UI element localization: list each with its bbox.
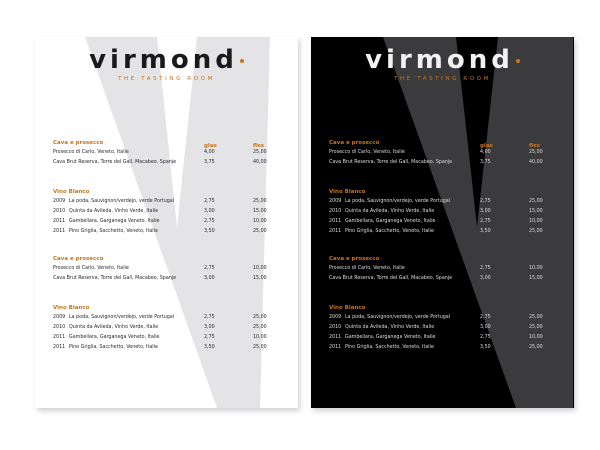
menu-item-row bbox=[311, 159, 574, 166]
wine-name: Quinta da Avileda, Vinho Verde, Italie bbox=[69, 325, 159, 330]
menu-item-row bbox=[311, 334, 574, 341]
price-bottle: 10,00 bbox=[529, 335, 543, 340]
wine-name: Pino Griglia, Sacchetto, Veneto, Italie bbox=[69, 229, 158, 234]
menu-item-row bbox=[311, 198, 574, 205]
column-header-bottle: fles bbox=[529, 143, 541, 149]
wine-name: La poda, Sauvignon/verdejo, verde Portugal bbox=[69, 315, 175, 320]
wine-name: Gambellara, Garganega Veneto, Italie bbox=[345, 335, 436, 340]
wine-year: 2011 bbox=[329, 219, 342, 224]
wine-name: Pino Griglia, Sacchetto, Veneto, Italie bbox=[345, 345, 434, 350]
price-glass: 3,00 bbox=[480, 276, 491, 281]
price-bottle: 25,00 bbox=[529, 229, 543, 234]
price-glass: 2,75 bbox=[480, 315, 491, 320]
menu-item-row bbox=[311, 208, 574, 215]
wine-name: Gambellara, Garganega Veneto, Italie bbox=[345, 219, 436, 224]
menu-item-row bbox=[311, 228, 574, 235]
section-title: Vino Blanco bbox=[329, 305, 366, 311]
price-bottle: 15,00 bbox=[529, 276, 543, 281]
price-bottle: 25,00 bbox=[529, 325, 543, 330]
brand-header bbox=[311, 45, 574, 82]
section-title: Cava e prosecco bbox=[53, 256, 104, 262]
price-glass: 2,75 bbox=[480, 335, 491, 340]
wine-year: 2011 bbox=[329, 335, 342, 340]
section-title: Vino Blanco bbox=[329, 189, 366, 195]
section-title: Vino Blanco bbox=[53, 305, 90, 311]
menu-item-row bbox=[35, 334, 298, 341]
section-title: Cava e prosecco bbox=[53, 140, 104, 146]
wine-year: 2010 bbox=[329, 325, 342, 330]
menu-item-row bbox=[35, 324, 298, 331]
price-glass: 2,75 bbox=[204, 335, 215, 340]
wine-name: Quinta da Avileda, Vinho Verde, Italie bbox=[69, 209, 159, 214]
price-bottle: 25,00 bbox=[529, 345, 543, 350]
wine-year: 2011 bbox=[53, 345, 66, 350]
price-glass: 4,00 bbox=[204, 150, 215, 155]
column-header-glass: glas bbox=[204, 143, 217, 149]
menu-item-row bbox=[35, 228, 298, 235]
price-bottle: 15,00 bbox=[253, 276, 267, 281]
section-title: Cava e prosecco bbox=[329, 140, 380, 146]
brand-name: virmond bbox=[365, 45, 514, 75]
price-glass: 4,00 bbox=[480, 150, 491, 155]
wine-name: La poda, Sauvignon/verdejo, verde Portugal bbox=[345, 199, 451, 204]
wine-year: 2009 bbox=[329, 199, 342, 204]
price-bottle: 25,00 bbox=[253, 315, 267, 320]
wine-name: Cava Brut Reserva, Torre del Gall, Macabeo, Spanje bbox=[53, 160, 177, 165]
price-bottle: 25,00 bbox=[253, 229, 267, 234]
price-bottle: 25,00 bbox=[529, 315, 543, 320]
wine-name: Prosecco di Carlo, Veneto, Italie bbox=[53, 266, 129, 271]
price-glass: 2,75 bbox=[204, 315, 215, 320]
brand-name: virmond bbox=[89, 45, 238, 75]
price-bottle: 25,00 bbox=[529, 199, 543, 204]
price-glass: 3,50 bbox=[480, 345, 491, 350]
menu-item-row bbox=[35, 275, 298, 282]
wine-name: La poda, Sauvignon/verdejo, verde Portugal bbox=[345, 315, 451, 320]
price-glass: 3,00 bbox=[480, 209, 491, 214]
brand-header bbox=[35, 45, 298, 82]
wine-name: Prosecco di Carlo, Veneto, Italie bbox=[329, 266, 405, 271]
price-bottle: 10,00 bbox=[253, 266, 267, 271]
wine-name: Cava Brut Reserva, Torre del Gall, Macabeo, Spanje bbox=[53, 276, 177, 281]
price-bottle: 25,00 bbox=[253, 150, 267, 155]
price-glass: 3,00 bbox=[204, 325, 215, 330]
menu-item-row bbox=[35, 208, 298, 215]
brand-dot bbox=[516, 59, 520, 63]
wine-name: Cava Brut Reserva, Torre del Gall, Macabeo, Spanje bbox=[329, 276, 453, 281]
menu-item-row bbox=[311, 324, 574, 331]
price-glass: 2,75 bbox=[480, 219, 491, 224]
price-glass: 2,75 bbox=[204, 266, 215, 271]
menu-item-row bbox=[35, 218, 298, 225]
price-glass: 3,50 bbox=[204, 345, 215, 350]
wine-name: Gambellara, Garganega Veneto, Italie bbox=[69, 219, 160, 224]
price-glass: 2,75 bbox=[480, 266, 491, 271]
wine-year: 2009 bbox=[329, 315, 342, 320]
menu-card-light bbox=[35, 37, 298, 408]
price-bottle: 15,00 bbox=[529, 209, 543, 214]
wine-year: 2011 bbox=[53, 335, 66, 340]
price-bottle: 10,00 bbox=[253, 335, 267, 340]
section-title: Cava e prosecco bbox=[329, 256, 380, 262]
menu-item-row bbox=[311, 275, 574, 282]
price-glass: 3,50 bbox=[480, 229, 491, 234]
menu-item-row bbox=[35, 265, 298, 272]
menu-item-row bbox=[311, 314, 574, 321]
wine-year: 2011 bbox=[329, 345, 342, 350]
price-glass: 3,75 bbox=[480, 160, 491, 165]
wine-year: 2009 bbox=[53, 315, 66, 320]
wine-name: Prosecco di Carlo, Veneto, Italie bbox=[53, 150, 129, 155]
menu-item-row bbox=[35, 198, 298, 205]
menu-item-row bbox=[311, 344, 574, 351]
wine-year: 2011 bbox=[53, 219, 66, 224]
menu-item-row bbox=[35, 314, 298, 321]
wine-name: Pino Griglia, Sacchetto, Veneto, Italie bbox=[345, 229, 434, 234]
price-glass: 2,75 bbox=[204, 199, 215, 204]
section-title: Vino Blanco bbox=[53, 189, 90, 195]
price-glass: 2,75 bbox=[204, 219, 215, 224]
wine-name: Quinta da Avileda, Vinho Verde, Italie bbox=[345, 325, 435, 330]
wine-year: 2011 bbox=[53, 229, 66, 234]
wine-year: 2009 bbox=[53, 199, 66, 204]
price-bottle: 15,00 bbox=[253, 209, 267, 214]
price-bottle: 10,00 bbox=[529, 219, 543, 224]
price-bottle: 25,00 bbox=[253, 345, 267, 350]
brand-dot bbox=[240, 59, 244, 63]
price-glass: 3,00 bbox=[480, 325, 491, 330]
wine-year: 2010 bbox=[329, 209, 342, 214]
brand-tagline: THE TASTING ROOM bbox=[394, 76, 491, 82]
price-glass: 3,75 bbox=[204, 160, 215, 165]
menu-card-dark bbox=[311, 37, 574, 408]
menu-item-row bbox=[35, 149, 298, 156]
wine-name: La poda, Sauvignon/verdejo, verde Portugal bbox=[69, 199, 175, 204]
menu-item-row bbox=[311, 149, 574, 156]
menu-item-row bbox=[311, 218, 574, 225]
wine-name: Pino Griglia, Sacchetto, Veneto, Italie bbox=[69, 345, 158, 350]
price-glass: 3,00 bbox=[204, 276, 215, 281]
wine-name: Prosecco di Carlo, Veneto, Italie bbox=[329, 150, 405, 155]
price-bottle: 25,00 bbox=[253, 199, 267, 204]
price-bottle: 25,00 bbox=[253, 325, 267, 330]
price-bottle: 40,00 bbox=[529, 160, 543, 165]
menu-item-row bbox=[311, 265, 574, 272]
price-glass: 3,00 bbox=[204, 209, 215, 214]
price-bottle: 25,00 bbox=[529, 150, 543, 155]
wine-name: Quinta da Avileda, Vinho Verde, Italie bbox=[345, 209, 435, 214]
price-bottle: 10,00 bbox=[253, 219, 267, 224]
price-glass: 2,75 bbox=[480, 199, 491, 204]
wine-year: 2010 bbox=[53, 325, 66, 330]
column-header-bottle: fles bbox=[253, 143, 265, 149]
menu-item-row bbox=[35, 344, 298, 351]
price-glass: 3,50 bbox=[204, 229, 215, 234]
wine-name: Gambellara, Garganega Veneto, Italie bbox=[69, 335, 160, 340]
menu-item-row bbox=[35, 159, 298, 166]
price-bottle: 10,00 bbox=[529, 266, 543, 271]
price-bottle: 40,00 bbox=[253, 160, 267, 165]
column-header-glass: glas bbox=[480, 143, 493, 149]
brand-tagline: THE TASTING ROOM bbox=[118, 76, 215, 82]
wine-name: Cava Brut Reserva, Torre del Gall, Macabeo, Spanje bbox=[329, 160, 453, 165]
wine-year: 2010 bbox=[53, 209, 66, 214]
wine-year: 2011 bbox=[329, 229, 342, 234]
